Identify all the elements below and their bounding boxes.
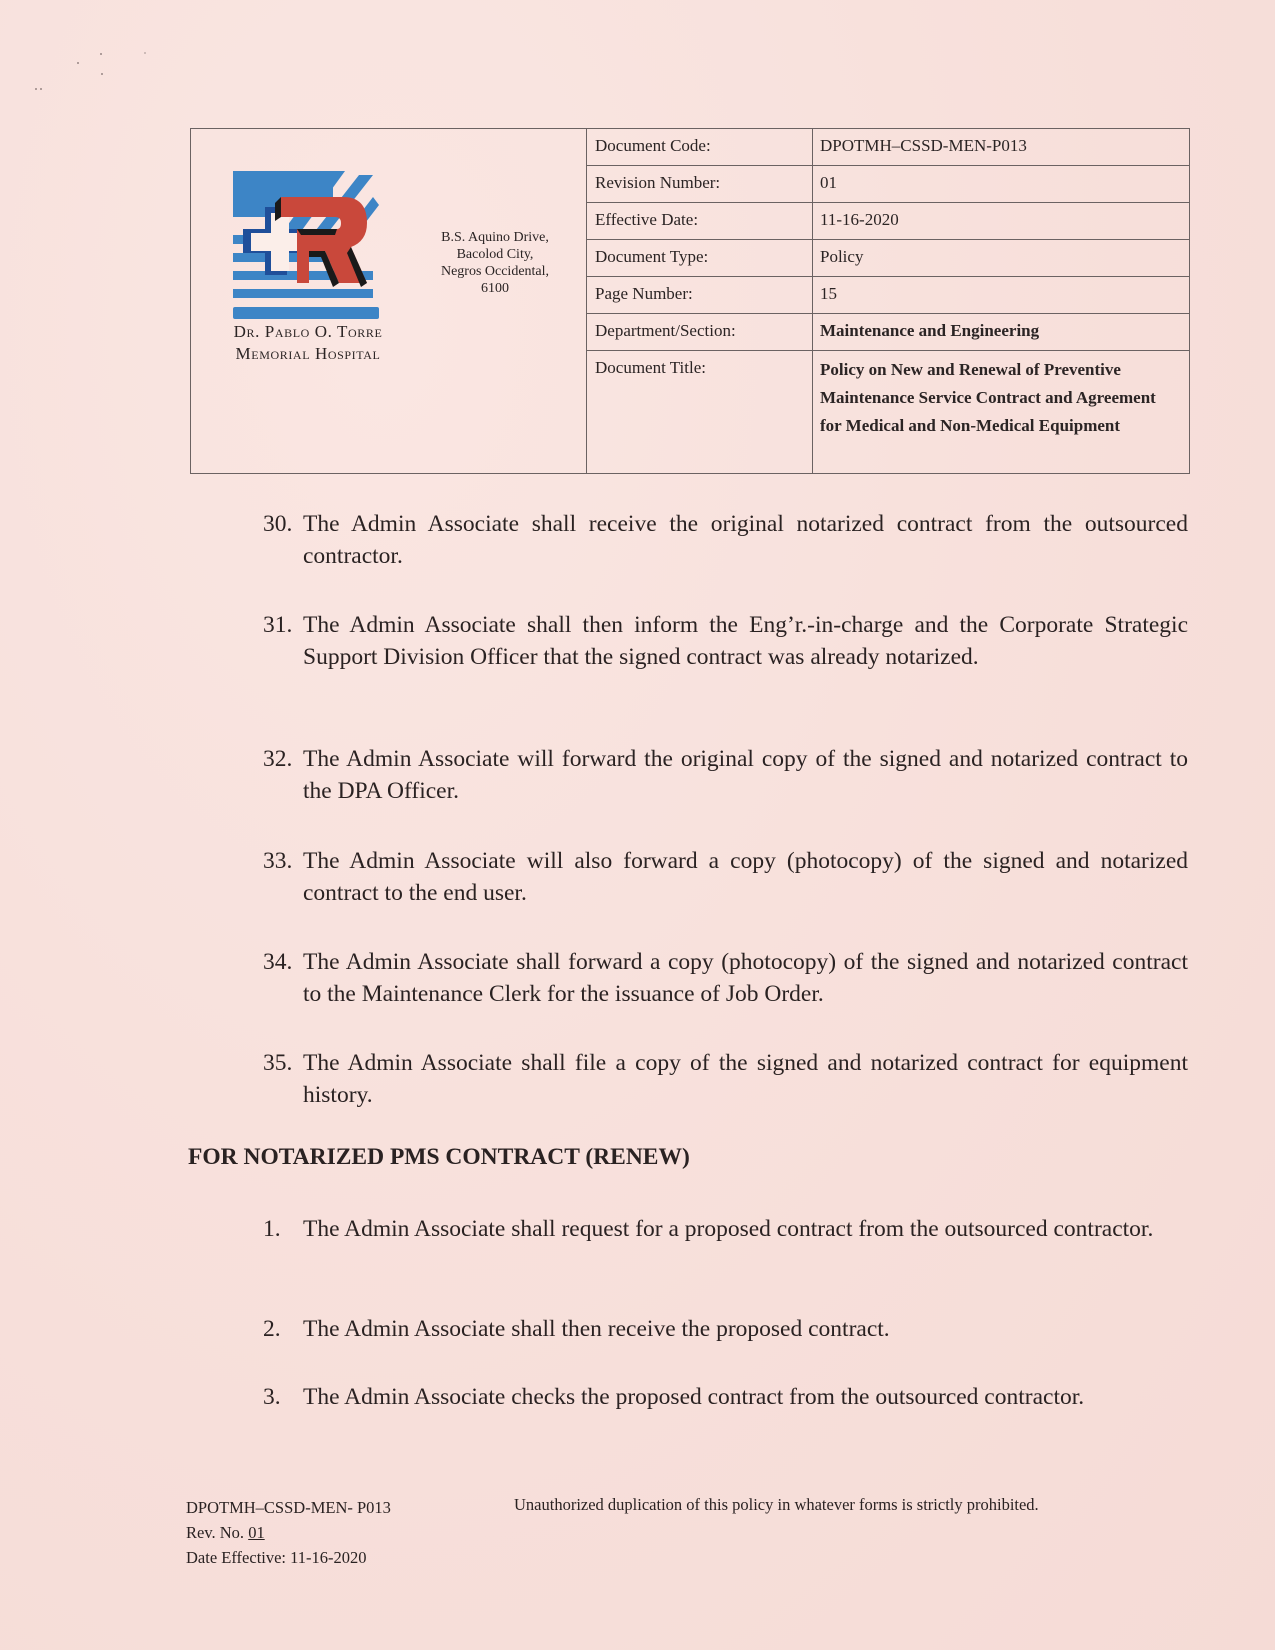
logo-cell: [191, 129, 586, 473]
field-value: 01: [820, 173, 837, 192]
field-value: Maintenance and Engineering: [820, 321, 1040, 340]
item-text: The Admin Associate shall file a copy of the signed and notarized contract for equipment history.: [303, 1050, 1188, 1108]
field-value: Policy: [820, 247, 864, 266]
field-row-document-title: [587, 351, 1190, 473]
field-row-revision-number: [587, 166, 1190, 203]
list-item: [263, 508, 1188, 572]
scan-speck: [40, 88, 42, 90]
field-label: Document Code:: [595, 136, 711, 155]
item-number: 35.: [263, 1050, 293, 1076]
field-value: DPOTMH–CSSD-MEN-P013: [820, 136, 1027, 155]
scan-speck: [77, 62, 79, 64]
item-text: The Admin Associate shall then receive the proposed contract.: [303, 1316, 890, 1342]
item-number: 30.: [263, 511, 293, 537]
item-text: The Admin Associate shall then inform the Eng’r.-in-charge and the Corporate Strategic Support Division Officer that the signed contract was already notarized.: [303, 612, 1188, 670]
list-item: [263, 743, 1188, 807]
field-row-document-code: [587, 129, 1190, 166]
item-text: The Admin Associate shall request for a proposed contract from the outsourced contractor.: [303, 1216, 1154, 1242]
scan-speck: [100, 53, 102, 55]
field-row-document-type: [587, 240, 1190, 277]
hospital-name-line2: Memorial Hospital: [235, 344, 381, 363]
section-heading: FOR NOTARIZED PMS CONTRACT (RENEW): [188, 1144, 690, 1170]
footer-doc-code: DPOTMH–CSSD-MEN- P013: [186, 1498, 391, 1517]
item-number: 32.: [263, 746, 293, 772]
address-line: Bacolod City,: [456, 247, 534, 262]
field-label: Department/Section:: [595, 321, 736, 340]
footer-doc-info: [186, 1495, 391, 1570]
item-number: 3.: [263, 1384, 281, 1410]
item-text: The Admin Associate will forward the original copy of the signed and notarized contract to the DPA Officer.: [303, 746, 1188, 804]
list-item: [263, 609, 1188, 673]
footer-notice: Unauthorized duplication of this policy in whatever forms is strictly prohibited.: [514, 1495, 1039, 1514]
renew-list-item: [263, 1213, 1188, 1245]
field-row-page-number: [587, 277, 1190, 314]
item-text: The Admin Associate shall forward a copy (photocopy) of the signed and notarized contract to the Maintenance Clerk for the issuance of Job Order.: [303, 949, 1188, 1007]
hospital-name-line1: Dr. Pablo O. Torre: [233, 322, 383, 341]
item-text: The Admin Associate shall receive the original notarized contract from the outsourced contractor.: [303, 511, 1188, 569]
item-number: 1.: [263, 1216, 281, 1242]
field-label: Effective Date:: [595, 210, 699, 229]
item-text: The Admin Associate will also forward a copy (photocopy) of the signed and notarized contract to the end user.: [303, 848, 1188, 906]
field-value: 15: [820, 284, 837, 303]
field-row-department: [587, 314, 1190, 351]
list-item: [263, 946, 1188, 1010]
renew-list-item: [263, 1381, 1188, 1413]
field-label: Document Type:: [595, 247, 709, 266]
renew-list-item: [263, 1313, 1188, 1345]
list-item: [263, 1047, 1188, 1111]
scan-speck: [35, 88, 37, 90]
item-number: 33.: [263, 848, 293, 874]
list-item: [263, 845, 1188, 909]
field-value: 11-16-2020: [820, 210, 899, 229]
field-row-effective-date: [587, 203, 1190, 240]
scan-speck: [101, 73, 103, 75]
item-text: The Admin Associate checks the proposed contract from the outsourced contractor.: [303, 1384, 1085, 1410]
item-number: 31.: [263, 612, 293, 638]
footer-date-effective: Date Effective: 11-16-2020: [186, 1548, 367, 1567]
hospital-logo-icon: [227, 167, 381, 321]
field-label: Document Title:: [595, 358, 706, 377]
address-line: B.S. Aquino Drive,: [441, 230, 549, 245]
document-header-table: [190, 128, 1190, 474]
document-title: Policy on New and Renewal of Preventive Maintenance Service Contract and Agreement for Medical and Non-Medical Equipment: [820, 360, 1156, 435]
footer-revision: [186, 1520, 391, 1545]
footer-rev-value: 01: [248, 1523, 265, 1542]
hospital-address: [415, 229, 575, 297]
footer-rev-label: Rev. No.: [186, 1523, 245, 1542]
field-label: Revision Number:: [595, 173, 721, 192]
hospital-name: [203, 321, 413, 365]
address-line: Negros Occidental,: [440, 264, 550, 279]
item-number: 2.: [263, 1316, 281, 1342]
item-number: 34.: [263, 949, 293, 975]
address-line: 6100: [481, 281, 509, 296]
scan-speck: [144, 52, 146, 54]
field-label: Page Number:: [595, 284, 693, 303]
